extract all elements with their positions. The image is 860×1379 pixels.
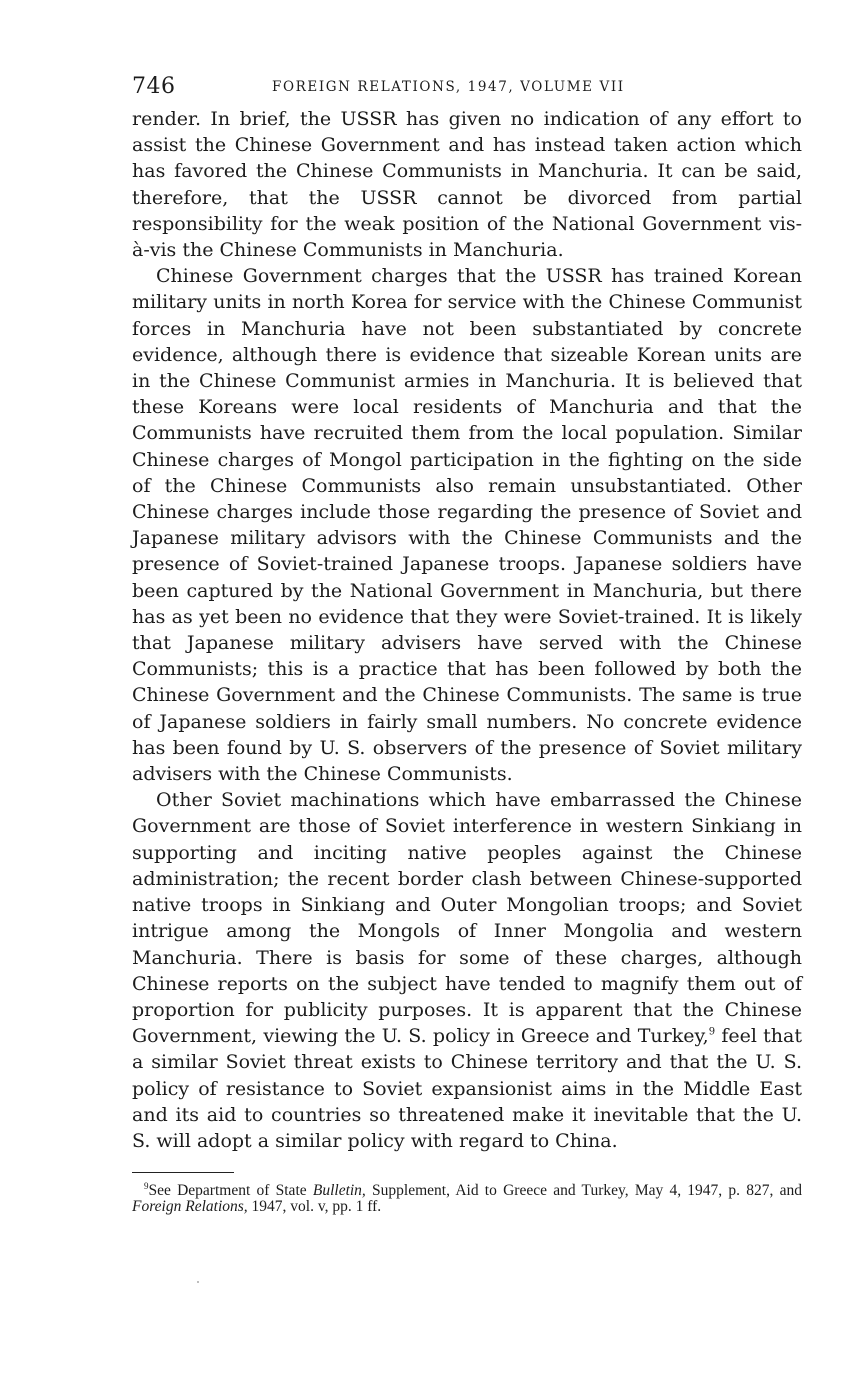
footnote-text-2: Supplement, Aid to Greece and Turkey, May 4, 1947, p. 827, and bbox=[365, 1182, 802, 1200]
paragraph-text-before-ref: Other Soviet machinations which have embarrassed the Chinese Government are those of Soviet interference in western Sinkiang in supporting and inciting native peoples against the Chinese administration; the recent border clash between Chinese-supported native troops in Sinkiang and Outer Mongolian troops; and Soviet intrigue among the Mongols of Inner Mongolia and western Manchuria. There is basis for some of these charges, although Chinese reports on the subject have tended to magnify them out of proportion for publicity purposes. It is apparent that the Chinese Government, viewing the U. S. policy in Greece and Turkey, bbox=[132, 789, 802, 1048]
running-title: FOREIGN RELATIONS, 1947, VOLUME VII bbox=[272, 79, 625, 95]
paragraph-text-after-ref: feel that a similar Soviet threat exists to Chinese territory and that the U. S. policy of resistance to Soviet expansionist aims in the Middle East and its aid to countries so threatened make it inevitable that the U. S. will adopt a similar policy with regard to China. bbox=[132, 1025, 803, 1152]
paragraph-soviet-machinations bbox=[132, 787, 802, 1154]
paragraph-korean-units: Chinese Government charges that the USSR has trained Korean military units in north Korea for service with the Chinese Communist forces in Manchuria have not been substantiated by concrete evidence, although there is evidence that sizeable Korean units are in the Chinese Communist armies in Manchuria. It is believed that these Koreans were local residents of Manchuria and that the Communists have recruited them from the local population. Similar Chinese charges of Mongol participation in the fighting on the side of the Chinese Communists also remain unsubstantiated. Other Chinese charges include those regarding the presence of Soviet and Japanese military advisors with the Chinese Communists and the presence of Soviet-trained Japanese troops. Japanese soldiers have been captured by the National Government in Manchuria, but there has as yet been no evidence that they were Soviet-trained. It is likely that Japanese military advisers have served with the Chinese Communists; this is a practice that has been followed by both the Chinese Government and the Chinese Communists. The same is true of Japanese soldiers in fairly small numbers. No concrete evidence has been found by U. S. observers of the presence of Soviet military advisers with the Chinese Communists. bbox=[132, 265, 802, 786]
paragraph-continuation: render. In brief, the USSR has given no indication of any effort to assist the Chinese Government and has instead taken action which has favored the Chinese Communists in Manchuria. It can be said, therefore, that the USSR cannot be divorced from partial responsibility for the weak position of the National Government vis-à-vis the Chinese Communists in Manchuria. bbox=[132, 108, 802, 262]
body-text bbox=[132, 106, 802, 1154]
footnote-reference: 9 bbox=[708, 1026, 716, 1038]
footnote-divider bbox=[132, 1172, 234, 1173]
footnote-text-3: 1947, vol. v, pp. 1 ff. bbox=[247, 1198, 382, 1216]
document-page bbox=[132, 72, 802, 1215]
footnote-text-1: See Department of State bbox=[148, 1182, 313, 1200]
page-number: 746 bbox=[132, 74, 176, 99]
footnote bbox=[132, 1180, 802, 1216]
footnote-foreign-relations-title: Foreign Relations, bbox=[132, 1198, 248, 1216]
running-header bbox=[132, 72, 802, 106]
footnote-bulletin-title: Bulletin, bbox=[312, 1182, 366, 1200]
footnote-marker: 9 bbox=[144, 1180, 149, 1191]
scan-speck bbox=[197, 1281, 199, 1283]
